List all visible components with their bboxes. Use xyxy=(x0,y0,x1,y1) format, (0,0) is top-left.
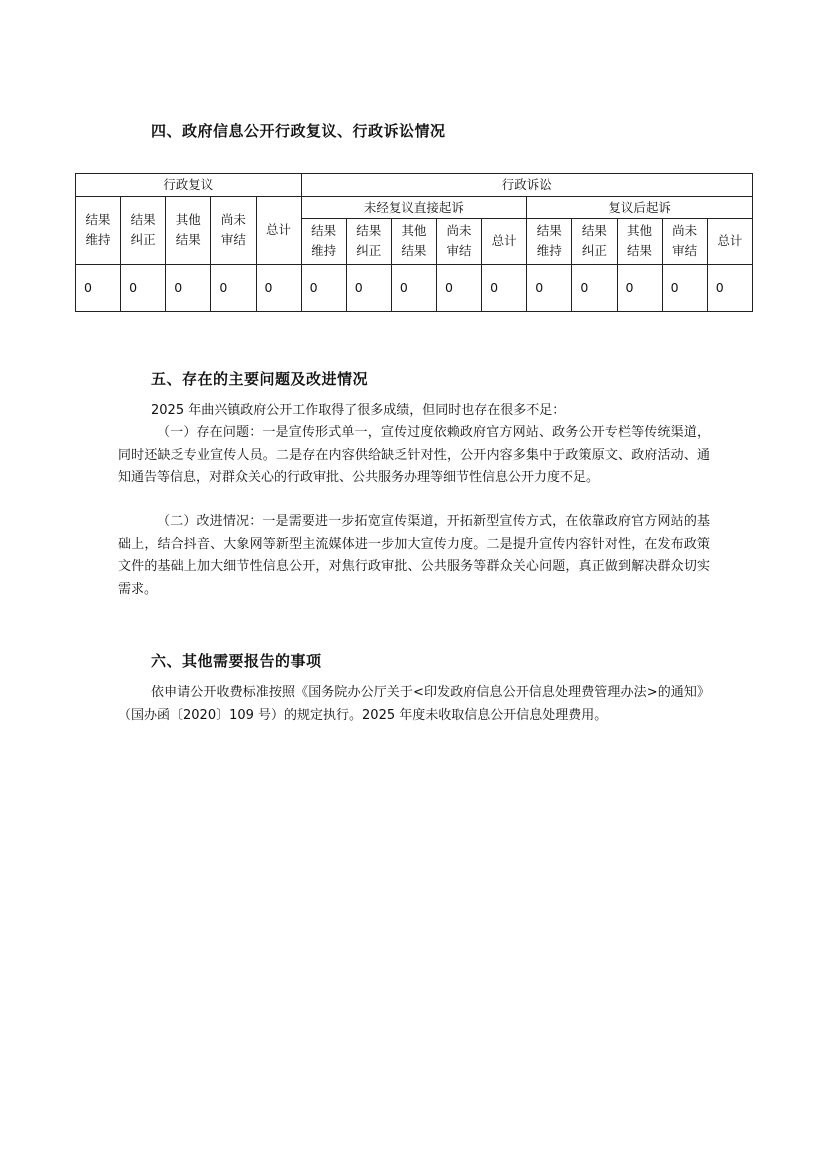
table-cell: 0 xyxy=(707,264,752,311)
table-header-row-1 xyxy=(76,174,753,197)
table-cell: 0 xyxy=(482,264,527,311)
problems-intro-paragraph: 2025 年曲兴镇政府公开工作取得了很多成绩，但同时也存在很多不足： xyxy=(151,403,566,418)
header-direct-maintained: 结果维持 xyxy=(301,219,346,264)
header-admin-litigation: 行政诉讼 xyxy=(301,174,752,197)
header-post-other: 其他结果 xyxy=(617,219,662,264)
table-cell: 0 xyxy=(76,264,121,311)
section-heading-other-matters: 六、其他需要报告的事项 xyxy=(151,652,322,670)
problems-paragraph: （一）存在问题：一是宣传形式单一，宣传过度依赖政府官方网站、政务公开专栏等传统渠道，同时还缺乏专业宣传人员。二是存在内容供给缺乏针对性，公开内容多集中于政策原文、政府活动、通知通告等信息，对群众关心的行政审批、公共服务办理等细节性信息公开力度不足。 xyxy=(118,425,710,485)
header-post-total: 总计 xyxy=(707,219,752,264)
table-cell: 0 xyxy=(617,264,662,311)
header-review-corrected: 结果纠正 xyxy=(121,197,166,264)
header-review-total: 总计 xyxy=(256,197,301,264)
header-direct-other: 其他结果 xyxy=(391,219,436,264)
section-heading-review-litigation: 四、政府信息公开行政复议、行政诉讼情况 xyxy=(151,122,446,140)
header-post-review-suit: 复议后起诉 xyxy=(527,197,753,219)
header-admin-review: 行政复议 xyxy=(76,174,302,197)
table-cell: 0 xyxy=(121,264,166,311)
section-heading-problems: 五、存在的主要问题及改进情况 xyxy=(151,370,369,388)
header-direct-total: 总计 xyxy=(482,219,527,264)
table-cell: 0 xyxy=(662,264,707,311)
header-post-corrected: 结果纠正 xyxy=(572,219,617,264)
header-post-pending: 尚未审结 xyxy=(662,219,707,264)
header-review-other: 其他结果 xyxy=(166,197,211,264)
table-row xyxy=(76,264,753,311)
table-cell: 0 xyxy=(166,264,211,311)
header-direct-suit: 未经复议直接起诉 xyxy=(301,197,527,219)
table-cell: 0 xyxy=(211,264,256,311)
table-cell: 0 xyxy=(301,264,346,311)
header-review-pending: 尚未审结 xyxy=(211,197,256,264)
table-cell: 0 xyxy=(391,264,436,311)
header-direct-corrected: 结果纠正 xyxy=(346,219,391,264)
header-review-maintained: 结果维持 xyxy=(76,197,121,264)
header-direct-pending: 尚未审结 xyxy=(437,219,482,264)
table-cell: 0 xyxy=(346,264,391,311)
other-matters-paragraph: 依申请公开收费标准按照《国务院办公厅关于<印发政府信息公开信息处理费管理办法>的通知》（国办函〔2020〕109 号）的规定执行。2025 年度未收取信息公开信息处理费用。 xyxy=(118,685,710,723)
table-cell: 0 xyxy=(256,264,301,311)
table-cell: 0 xyxy=(527,264,572,311)
table-header-row-2 xyxy=(76,197,753,219)
improvements-paragraph: （二）改进情况：一是需要进一步拓宽宣传渠道，开拓新型宣传方式，在依靠政府官方网站的基础上，结合抖音、大象网等新型主流媒体进一步加大宣传力度。二是提升宣传内容针对性，在发布政策文件的基础上加大细节性信息公开，对焦行政审批、公共服务等群众关心问题，真正做到解决群众切实需求。 xyxy=(118,514,710,597)
table-cell: 0 xyxy=(572,264,617,311)
review-litigation-table xyxy=(75,173,753,312)
header-post-maintained: 结果维持 xyxy=(527,219,572,264)
table-cell: 0 xyxy=(437,264,482,311)
